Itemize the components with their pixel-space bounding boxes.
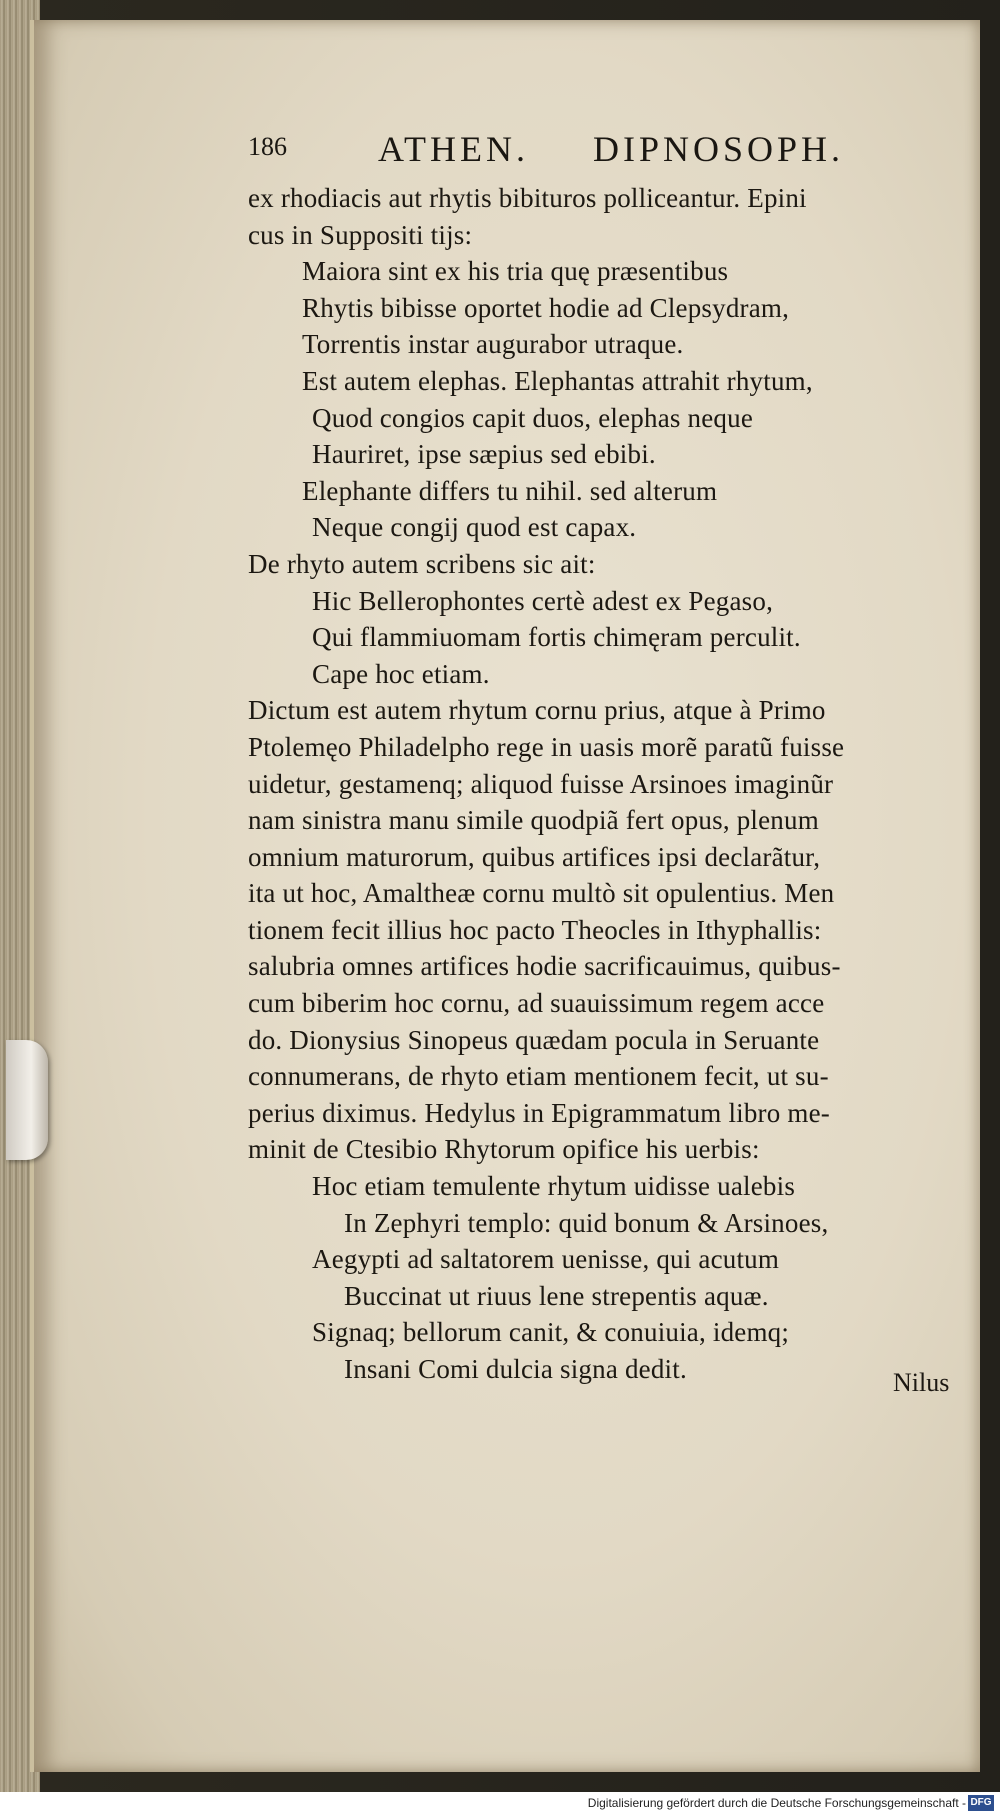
text-line: Est autem elephas. Elephantas attrahit rhytum, [302,365,813,396]
text-line: Qui flammiuomam fortis chimęram perculit. [312,622,801,653]
text-line: salubria omnes artifices hodie sacrificauimus, quibus- [248,951,841,982]
text-line: Hic Bellerophontes certè adest ex Pegaso, [312,585,774,616]
text-line: minit de Ctesibio Rhytorum opifice his uerbis: [248,1134,760,1165]
text-line: Maiora sint ex his tria quę præsentibus [302,256,729,287]
text-line: perius diximus. Hedylus in Epigrammatum libro me- [248,1097,830,1128]
text-line: ex rhodiacis aut rhytis bibituros polliceantur. Epini [248,183,807,213]
text-line: Insani Comi dulcia signa dedit. [344,1354,687,1384]
text-line: Elephante differs tu nihil. sed alterum [302,475,718,506]
text-line: Buccinat ut riuus lene strepentis aquæ. [344,1280,769,1311]
text-line: Aegypti ad saltatorem uenisse, qui acutum [312,1244,780,1275]
text-line: omnium maturorum, quibus artifices ipsi declarãtur, [248,841,821,872]
catchword: Nilus [893,1368,950,1397]
text-line: tionem fecit illius hoc pacto Theocles in Ithyphallis: [248,914,822,945]
page-clip [6,1040,48,1160]
text-line: Cape hoc etiam. [312,658,490,689]
text-line: Rhytis bibisse oportet hodie ad Clepsydram, [302,292,790,323]
page-header [248,128,888,172]
text-line: Ptolemęo Philadelpho rege in uasis morẽ paratũ fuisse [248,731,845,762]
text-line: ita ut hoc, Amaltheæ cornu multò sit opulentius. Men [248,878,835,909]
text-line: cum biberim hoc cornu, ad suauissimum regem acce [248,988,825,1019]
text-line: Signaq; bellorum canit, & conuiuia, idemq; [312,1317,790,1348]
text-line: cus in Suppositi tijs: [248,219,473,250]
text-line: connumerans, de rhyto etiam mentionem fecit, ut su- [248,1061,829,1092]
text-line: nam sinistra manu simile quodpiã fert opus, plenum [248,805,819,836]
running-head-left: ATHEN. [378,129,529,169]
text-line: Torrentis instar augurabor utraque. [302,329,684,360]
text-line: Hoc etiam temulente rhytum uidisse ualebis [312,1171,796,1202]
text-line: Dictum est autem rhytum cornu prius, atque à Primo [248,695,826,726]
running-head-right: DIPNOSOPH. [593,129,845,169]
text-line: Quod congios capit duos, elephas neque [312,402,753,433]
footer-bar [0,1792,1000,1816]
body-text [248,180,968,1388]
text-line: Hauriret, ipse sæpius sed ebibi. [312,439,656,470]
footer-credit: Digitalisierung gefördert durch die Deutsche Forschungsgemeinschaft - [587,1796,966,1810]
text-line: do. Dionysius Sinopeus quædam pocula in Seruante [248,1024,820,1055]
text-line: In Zephyri templo: quid bonum & Arsinoes, [344,1207,829,1238]
text-line: uidetur, gestamenq; aliquod fuisse Arsinoes imaginũr [248,768,834,799]
page-number: 186 [248,132,287,161]
dfg-logo-icon: DFG [968,1795,994,1811]
text-line: Neque congij quod est capax. [312,512,637,543]
text-line: De rhyto autem scribens sic ait: [248,548,596,579]
